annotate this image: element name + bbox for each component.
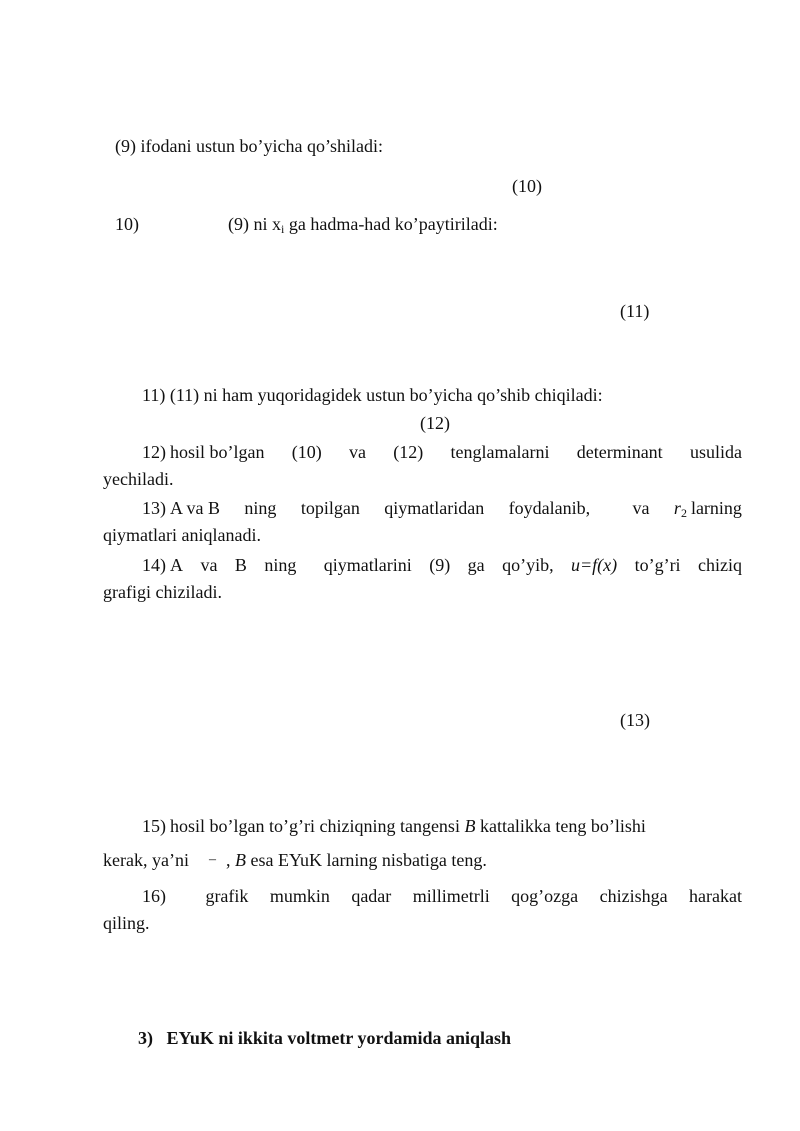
step-10-number: 10) — [115, 214, 139, 234]
step-12-paragraph: 12) hosil bo’lgan (10) va (12) tenglamalarni determinant usulida yechiladi. — [103, 442, 742, 489]
step-11-text: 11) (11) ni ham yuqoridagidek ustun bo’yicha qo’shib chiqiladi: — [142, 385, 603, 405]
equation-number-13: (13) — [620, 710, 650, 730]
step-15-line-2: kerak, ya’ni – , B esa EYuK larning nisbatiga teng. — [103, 850, 487, 870]
section-heading: 3) EYuK ni ikkita voltmetr yordamida aniqlash — [138, 1028, 512, 1048]
step-10-text: (9) ni $x_i$ ga hadma-had ko’paytiriladi: — [228, 214, 498, 236]
equation-number-12: (12) — [420, 413, 450, 433]
equation-number-11: (11) — [620, 301, 650, 321]
text-line-9-sum: (9) ifodani ustun bo’yicha qo’shiladi: — [115, 136, 383, 156]
step-15-line-1: 15) hosil bo’lgan to’g’ri chiziqning tangensi B kattalikka teng bo’lishi — [142, 816, 646, 836]
equation-number-10: (10) — [512, 176, 542, 196]
formula-u-fx: u=f(x) — [571, 555, 618, 575]
fraction-dash: – — [208, 852, 216, 867]
step-14-paragraph: 14) A va B ning qiymatlarini (9) ga qo’yib, u=f(x) to’g’ri chiziq grafigi chiziladi. — [103, 555, 742, 602]
step-16-paragraph: 16) grafik mumkin qadar millimetrli qog’ozga chizishga harakat qiling. — [103, 886, 742, 933]
step-13-paragraph: 13) A va B ning topilgan qiymatlaridan foydalanib, va $r_2$ larning qiymatlari aniqlanadi. — [103, 498, 742, 546]
